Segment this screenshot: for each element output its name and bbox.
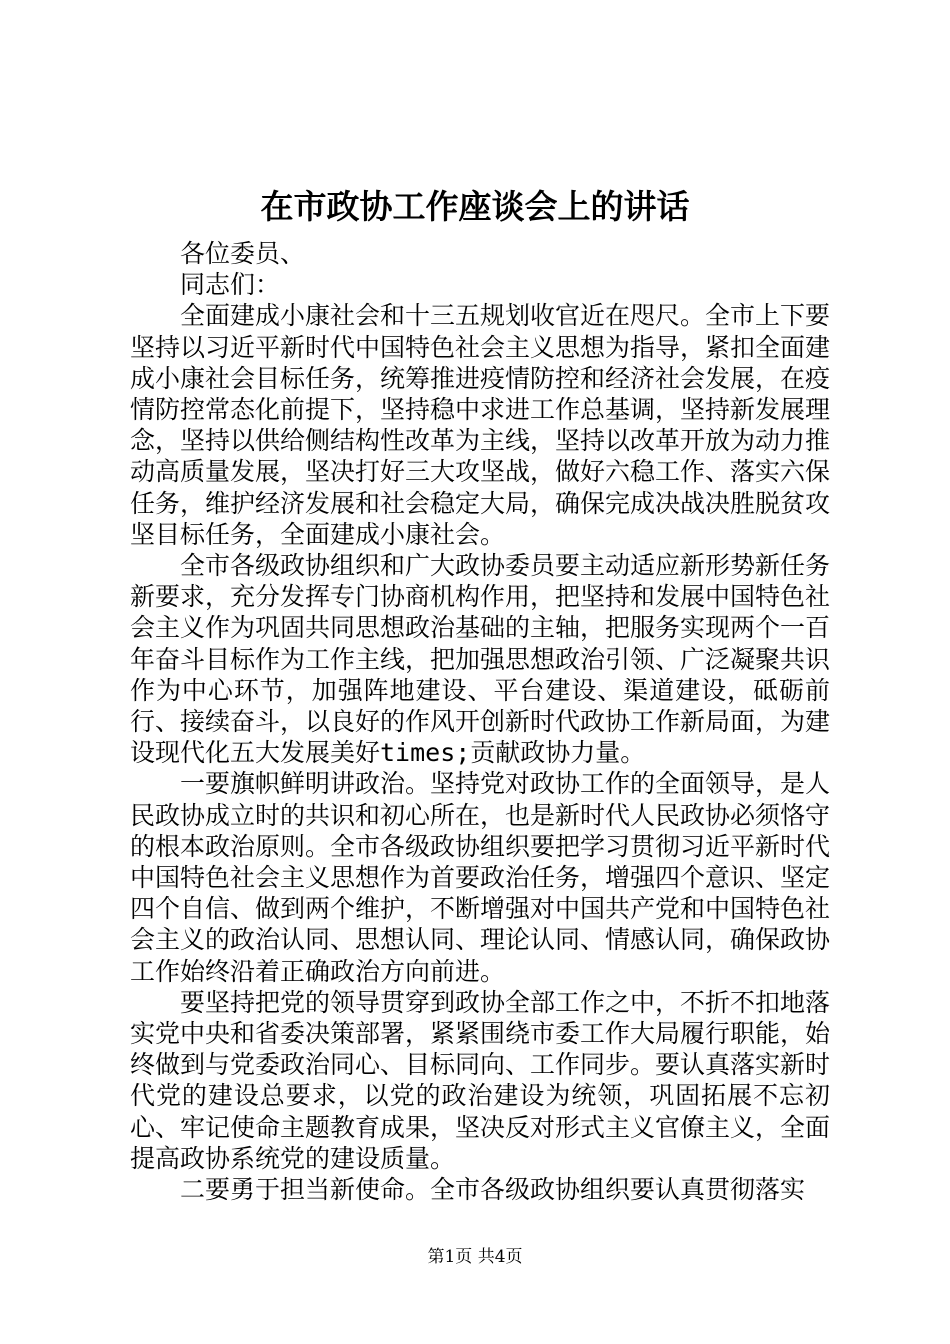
- salutation-line: 同志们：: [180, 270, 281, 300]
- paragraph: 要坚持把党的领导贯穿到政协全部工作之中，不折不扣地落实党中央和省委决策部署，紧紧围绕市委工作大局履行职能，始终做到与党委政治同心、目标同向、工作同步。要认真落实新时代党的建设总要求，以党的政治建设为统领，巩固拓展不忘初心、牢记使命主题教育成果，坚决反对形式主义官僚主义，全面提高政协系统党的建设质量。: [130, 987, 831, 1173]
- paragraph: 一要旗帜鲜明讲政治。坚持党对政协工作的全面领导，是人民政协成立时的共识和初心所在，也是新时代人民政协必须恪守的根本政治原则。全市各级政协组织要把学习贯彻习近平新时代中国特色社会主义思想作为首要政治任务，增强四个意识、坚定四个自信、做到两个维护，不断增强对中国共产党和中国特色社会主义的政治认同、思想认同、理论认同、情感认同，确保政协工作始终沿着正确政治方向前进。: [130, 769, 831, 986]
- salutation-line: 各位委员、: [180, 239, 306, 268]
- page-number-footer: 第1页 共4页: [427, 1247, 523, 1267]
- paragraph: 全市各级政协组织和广大政协委员要主动适应新形势新任务新要求，充分发挥专门协商机构作用，把坚持和发展中国特色社会主义作为巩固共同思想政治基础的主轴，把服务实现两个一百年奋斗目标作为工作主线，把加强思想政治引领、广泛凝聚共识作为中心环节，加强阵地建设、平台建设、渠道建设，砥砺前行、接续奋斗，以良好的作风开创新时代政协工作新局面，为建设现代化五大发展美好times;贡献政协力量。: [130, 551, 831, 768]
- paragraph: 二要勇于担当新使命。全市各级政协组织要认真贯彻落实: [180, 1175, 806, 1205]
- document-body: [130, 238, 830, 1205]
- document-title: 在市政协工作座谈会上的讲话: [260, 187, 690, 226]
- paragraph: 全面建成小康社会和十三五规划收官近在咫尺。全市上下要坚持以习近平新时代中国特色社会主义思想为指导，紧扣全面建成小康社会目标任务，统筹推进疫情防控和经济社会发展，在疫情防控常态化前提下，坚持稳中求进工作总基调，坚持新发展理念，坚持以供给侧结构性改革为主线，坚持以改革开放为动力推动高质量发展，坚决打好三大攻坚战，做好六稳工作、落实六保任务，维护经济发展和社会稳定大局，确保完成决战决胜脱贫攻坚目标任务，全面建成小康社会。: [130, 301, 831, 549]
